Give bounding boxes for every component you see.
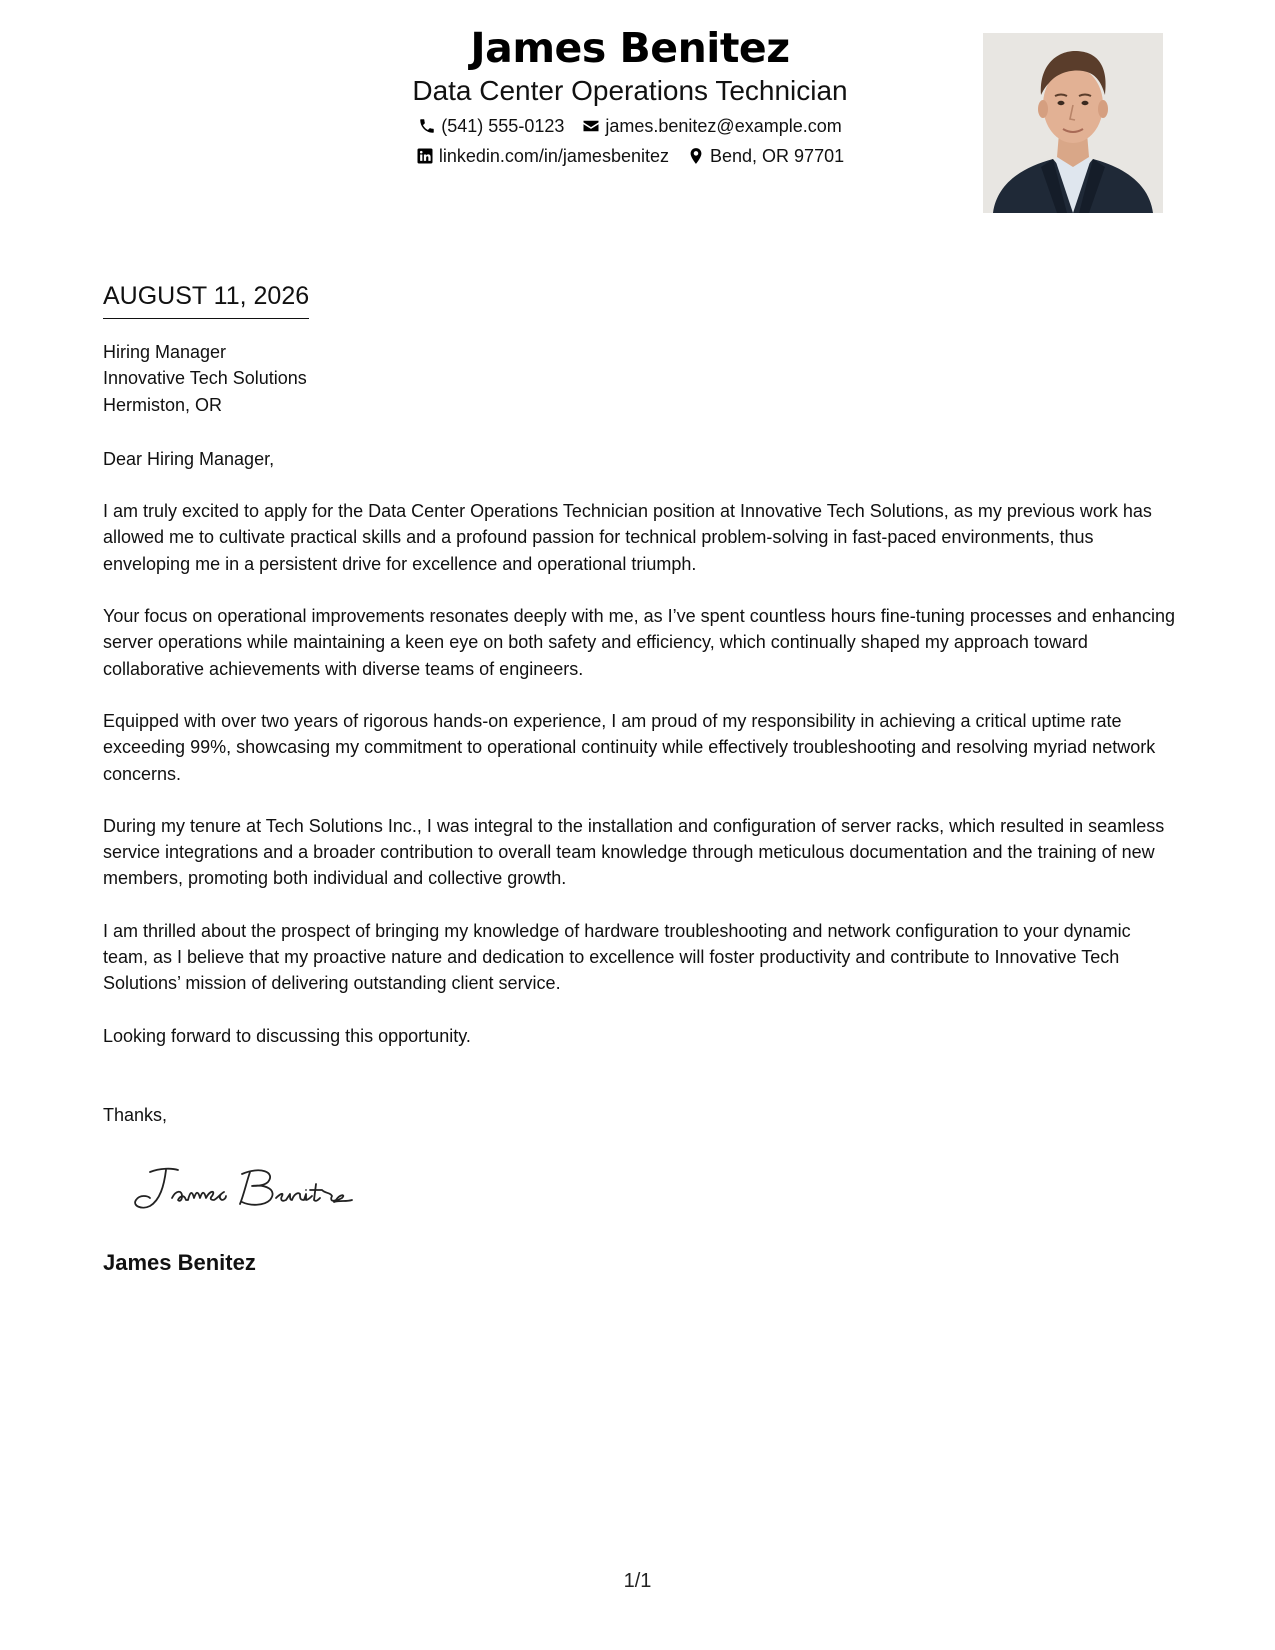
signoff: Thanks,: [103, 1104, 168, 1125]
body-paragraph: I am truly excited to apply for the Data Center Operations Technician position at Innovative Tech Solutions, as my previous work has allowed me to cultivate practical skills and a profound passion for technical problem-solving in fast-paced environments, thus enveloping me in a persistent drive for excellence and operational triumph.: [103, 501, 1152, 574]
phone-text: (541) 555-0123: [441, 116, 565, 136]
signer-name: James Benitez: [103, 1250, 256, 1275]
letter-date-block: [103, 280, 309, 319]
contact-line-1: [300, 114, 960, 138]
contact-linkedin[interactable]: [416, 144, 669, 168]
map-pin-icon: [687, 147, 705, 165]
handwritten-signature: [120, 1160, 380, 1220]
recipient-location: Hermiston, OR: [103, 394, 223, 415]
contact-email[interactable]: [582, 114, 841, 138]
contact-line-2: [300, 144, 960, 168]
contact-phone: [418, 114, 564, 138]
letter-date: AUGUST 11, 2026: [103, 280, 309, 319]
linkedin-icon: [416, 147, 434, 165]
profile-photo: [983, 33, 1163, 213]
page-number: 1/1: [623, 1570, 652, 1592]
applicant-name: James Benitez: [470, 24, 790, 72]
closing-line: Looking forward to discussing this opportunity.: [103, 1025, 471, 1046]
salutation: Dear Hiring Manager,: [103, 448, 275, 469]
recipient-title: Hiring Manager: [103, 342, 227, 362]
letter-header: [300, 22, 960, 168]
applicant-role: Data Center Operations Technician: [412, 75, 848, 106]
envelope-icon: [582, 117, 600, 135]
body-paragraph: Equipped with over two years of rigorous hands-on experience, I am proud of my responsibility in achieving a critical uptime rate exceeding 99%, showcasing my commitment to operational continuity while effectively troubleshooting and resolving myriad network concerns.: [103, 710, 1156, 784]
location-text: Bend, OR 97701: [710, 146, 845, 166]
recipient-company: Innovative Tech Solutions: [103, 368, 307, 389]
body-paragraph: During my tenure at Tech Solutions Inc., I was integral to the installation and configuration of server racks, which resulted in seamless service integrations and a broader contribution to overall team knowledge through meticulous documentation and the training of new members, promoting both individual and collective growth.: [103, 815, 1165, 889]
letter-body: [103, 339, 1178, 1128]
contact-location: [687, 144, 844, 168]
linkedin-text[interactable]: linkedin.com/in/jamesbenitez: [438, 146, 669, 166]
email-text[interactable]: james.benitez@example.com: [605, 116, 842, 136]
phone-icon: [418, 117, 436, 135]
body-paragraph: I am thrilled about the prospect of bringing my knowledge of hardware troubleshooting and network configuration to your dynamic team, as I believe that my proactive nature and dedication to excellence will foster productivity and contribute to Innovative Tech Solutions’ mission of delivering outstanding client service.: [103, 920, 1131, 994]
recipient-address: [103, 339, 1178, 418]
body-paragraph: Your focus on operational improvements resonates deeply with me, as I’ve spent countless hours fine-tuning processes and enhancing server operations while maintaining a keen eye on both safety and efficiency, which continually shaped my approach toward collaborative achievements with diverse teams of engineers.: [103, 606, 1175, 679]
